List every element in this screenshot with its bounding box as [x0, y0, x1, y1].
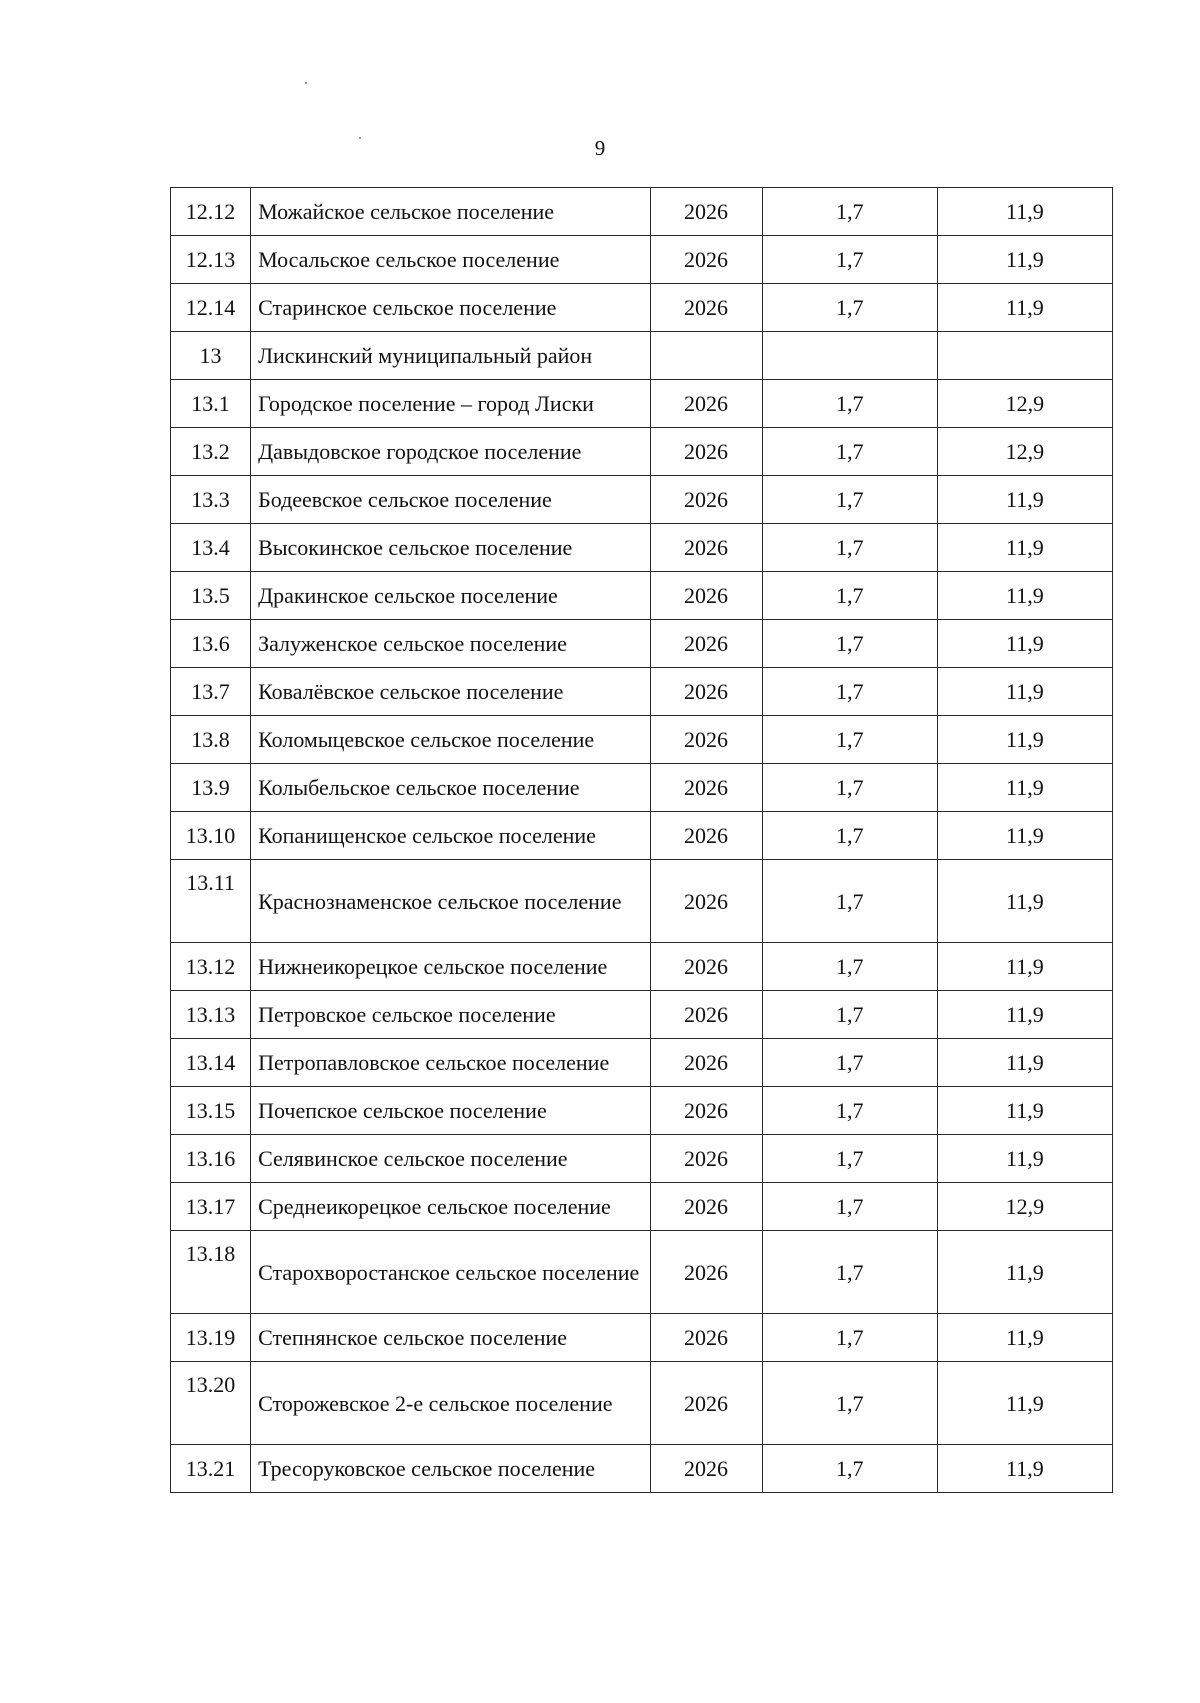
value-2-cell: 11,9 [937, 991, 1112, 1039]
value-1-cell: 1,7 [762, 428, 937, 476]
table-row [171, 572, 1113, 620]
settlement-name-cell: Старохворостанское сельское поселение [251, 1231, 650, 1314]
table-row [171, 764, 1113, 812]
table-row [171, 1445, 1113, 1493]
table-row [171, 236, 1113, 284]
value-1-cell [762, 332, 937, 380]
value-2-cell: 11,9 [937, 1087, 1112, 1135]
year-cell: 2026 [650, 428, 762, 476]
table-body [171, 188, 1113, 1493]
table-row [171, 1314, 1113, 1362]
table-row [171, 860, 1113, 943]
value-2-cell: 11,9 [937, 524, 1112, 572]
year-cell: 2026 [650, 668, 762, 716]
year-cell: 2026 [650, 943, 762, 991]
settlement-name-cell: Давыдовское городское поселение [251, 428, 650, 476]
year-cell: 2026 [650, 1445, 762, 1493]
value-1-cell: 1,7 [762, 716, 937, 764]
year-cell: 2026 [650, 1135, 762, 1183]
settlement-name-cell: Ковалёвское сельское поселение [251, 668, 650, 716]
settlement-name-cell: Бодеевское сельское поселение [251, 476, 650, 524]
row-number-cell: 13.12 [171, 943, 251, 991]
value-2-cell: 11,9 [937, 668, 1112, 716]
scan-speck [305, 82, 307, 84]
value-1-cell: 1,7 [762, 991, 937, 1039]
table-row [171, 1039, 1113, 1087]
table-row [171, 476, 1113, 524]
year-cell: 2026 [650, 620, 762, 668]
table-row [171, 943, 1113, 991]
row-number-cell: 13.2 [171, 428, 251, 476]
value-1-cell: 1,7 [762, 812, 937, 860]
row-number-cell: 13.3 [171, 476, 251, 524]
year-cell [650, 332, 762, 380]
settlement-name-cell: Городское поселение – город Лиски [251, 380, 650, 428]
row-number-cell: 13.4 [171, 524, 251, 572]
settlement-name-cell: Мосальское сельское поселение [251, 236, 650, 284]
year-cell: 2026 [650, 860, 762, 943]
settlement-name-cell: Среднеикорецкое сельское поселение [251, 1183, 650, 1231]
row-number-cell: 13.16 [171, 1135, 251, 1183]
settlement-name-cell: Селявинское сельское поселение [251, 1135, 650, 1183]
year-cell: 2026 [650, 236, 762, 284]
settlement-name-cell: Коломыцевское сельское поселение [251, 716, 650, 764]
table-row [171, 1087, 1113, 1135]
value-1-cell: 1,7 [762, 236, 937, 284]
settlement-name-cell: Краснознаменское сельское поселение [251, 860, 650, 943]
settlement-name-cell: Тресоруковское сельское поселение [251, 1445, 650, 1493]
table-row [171, 812, 1113, 860]
settlement-name-cell: Сторожевское 2-е сельское поселение [251, 1362, 650, 1445]
year-cell: 2026 [650, 572, 762, 620]
settlement-name-cell: Нижнеикорецкое сельское поселение [251, 943, 650, 991]
settlement-name-cell: Старинское сельское поселение [251, 284, 650, 332]
table-row [171, 332, 1113, 380]
year-cell: 2026 [650, 1087, 762, 1135]
table-row [171, 1135, 1113, 1183]
year-cell: 2026 [650, 1039, 762, 1087]
value-1-cell: 1,7 [762, 380, 937, 428]
value-1-cell: 1,7 [762, 1314, 937, 1362]
year-cell: 2026 [650, 1231, 762, 1314]
table-row [171, 1183, 1113, 1231]
value-2-cell: 12,9 [937, 380, 1112, 428]
value-2-cell: 11,9 [937, 1231, 1112, 1314]
value-1-cell: 1,7 [762, 476, 937, 524]
year-cell: 2026 [650, 524, 762, 572]
year-cell: 2026 [650, 991, 762, 1039]
value-1-cell: 1,7 [762, 1183, 937, 1231]
row-number-cell: 13.13 [171, 991, 251, 1039]
table-row [171, 524, 1113, 572]
value-1-cell: 1,7 [762, 1039, 937, 1087]
row-number-cell: 13.21 [171, 1445, 251, 1493]
table-row [171, 284, 1113, 332]
settlement-name-cell: Можайское сельское поселение [251, 188, 650, 236]
value-2-cell: 11,9 [937, 1314, 1112, 1362]
settlement-name-cell: Степнянское сельское поселение [251, 1314, 650, 1362]
row-number-cell: 13.14 [171, 1039, 251, 1087]
settlement-name-cell: Петровское сельское поселение [251, 991, 650, 1039]
value-1-cell: 1,7 [762, 1135, 937, 1183]
row-number-cell: 13.15 [171, 1087, 251, 1135]
settlement-name-cell: Дракинское сельское поселение [251, 572, 650, 620]
row-number-cell: 13.20 [171, 1362, 251, 1445]
row-number-cell: 13.19 [171, 1314, 251, 1362]
table-row [171, 991, 1113, 1039]
value-1-cell: 1,7 [762, 943, 937, 991]
year-cell: 2026 [650, 716, 762, 764]
value-1-cell: 1,7 [762, 572, 937, 620]
table-row [171, 620, 1113, 668]
value-1-cell: 1,7 [762, 188, 937, 236]
value-2-cell: 12,9 [937, 428, 1112, 476]
value-2-cell: 11,9 [937, 1135, 1112, 1183]
value-1-cell: 1,7 [762, 1445, 937, 1493]
year-cell: 2026 [650, 764, 762, 812]
table-row [171, 1231, 1113, 1314]
value-2-cell: 11,9 [937, 1445, 1112, 1493]
settlement-name-cell: Копанищенское сельское поселение [251, 812, 650, 860]
value-1-cell: 1,7 [762, 668, 937, 716]
row-number-cell: 13.5 [171, 572, 251, 620]
year-cell: 2026 [650, 380, 762, 428]
row-number-cell: 13.11 [171, 860, 251, 943]
year-cell: 2026 [650, 1362, 762, 1445]
value-2-cell: 11,9 [937, 716, 1112, 764]
row-number-cell: 13.18 [171, 1231, 251, 1314]
row-number-cell: 12.13 [171, 236, 251, 284]
value-2-cell: 11,9 [937, 284, 1112, 332]
value-2-cell: 11,9 [937, 943, 1112, 991]
row-number-cell: 12.14 [171, 284, 251, 332]
value-2-cell: 11,9 [937, 1362, 1112, 1445]
table-row [171, 716, 1113, 764]
value-2-cell: 11,9 [937, 620, 1112, 668]
value-2-cell: 11,9 [937, 572, 1112, 620]
row-number-cell: 13.8 [171, 716, 251, 764]
data-table [170, 187, 1113, 1493]
value-2-cell: 11,9 [937, 236, 1112, 284]
value-2-cell [937, 332, 1112, 380]
row-number-cell: 13.6 [171, 620, 251, 668]
value-1-cell: 1,7 [762, 764, 937, 812]
table-row [171, 1362, 1113, 1445]
year-cell: 2026 [650, 476, 762, 524]
settlement-name-cell: Высокинское сельское поселение [251, 524, 650, 572]
table-row [171, 668, 1113, 716]
table-row [171, 380, 1113, 428]
year-cell: 2026 [650, 284, 762, 332]
value-2-cell: 12,9 [937, 1183, 1112, 1231]
value-1-cell: 1,7 [762, 1362, 937, 1445]
value-2-cell: 11,9 [937, 812, 1112, 860]
settlement-name-cell: Почепское сельское поселение [251, 1087, 650, 1135]
value-1-cell: 1,7 [762, 284, 937, 332]
value-1-cell: 1,7 [762, 620, 937, 668]
row-number-cell: 13 [171, 332, 251, 380]
value-1-cell: 1,7 [762, 1231, 937, 1314]
table-row [171, 188, 1113, 236]
value-2-cell: 11,9 [937, 476, 1112, 524]
row-number-cell: 12.12 [171, 188, 251, 236]
settlement-name-cell: Залуженское сельское поселение [251, 620, 650, 668]
table-row [171, 428, 1113, 476]
value-1-cell: 1,7 [762, 524, 937, 572]
page-number: 9 [594, 136, 606, 160]
row-number-cell: 13.1 [171, 380, 251, 428]
row-number-cell: 13.10 [171, 812, 251, 860]
value-2-cell: 11,9 [937, 1039, 1112, 1087]
value-2-cell: 11,9 [937, 764, 1112, 812]
row-number-cell: 13.17 [171, 1183, 251, 1231]
year-cell: 2026 [650, 1314, 762, 1362]
year-cell: 2026 [650, 812, 762, 860]
value-2-cell: 11,9 [937, 860, 1112, 943]
settlement-name-cell: Петропавловское сельское поселение [251, 1039, 650, 1087]
year-cell: 2026 [650, 1183, 762, 1231]
year-cell: 2026 [650, 188, 762, 236]
row-number-cell: 13.7 [171, 668, 251, 716]
value-2-cell: 11,9 [937, 188, 1112, 236]
settlement-name-cell: Лискинский муниципальный район [251, 332, 650, 380]
value-1-cell: 1,7 [762, 860, 937, 943]
settlement-name-cell: Колыбельское сельское поселение [251, 764, 650, 812]
row-number-cell: 13.9 [171, 764, 251, 812]
value-1-cell: 1,7 [762, 1087, 937, 1135]
